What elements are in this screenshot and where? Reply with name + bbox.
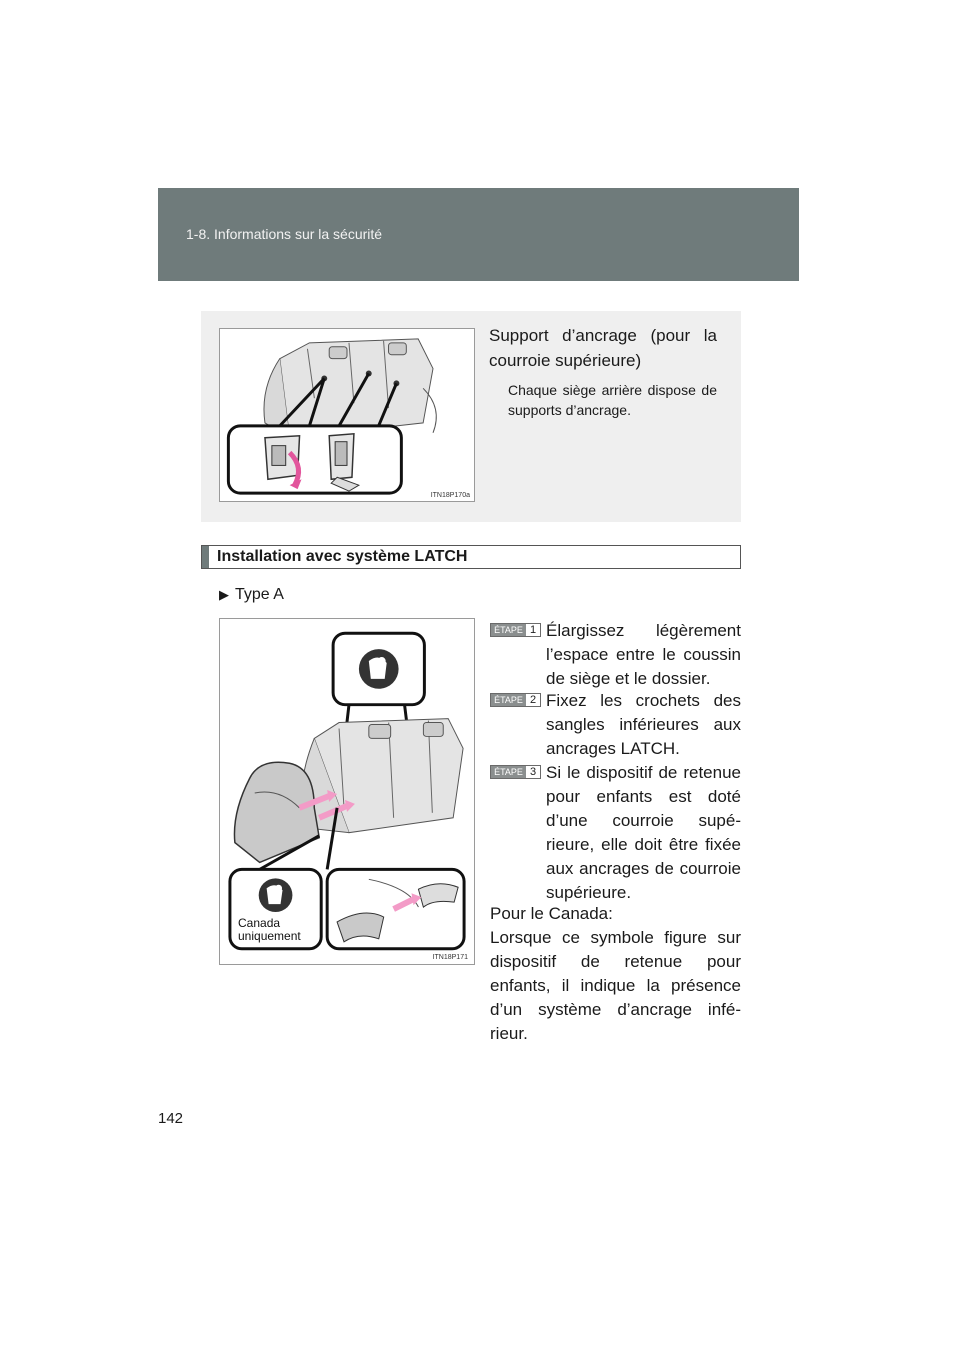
- triangle-right-icon: ▶: [219, 587, 229, 602]
- page-number: 142: [158, 1110, 184, 1127]
- caption-line-1: Canada: [238, 916, 281, 930]
- type-text: Type A: [235, 586, 284, 603]
- section-title: Installation avec système LATCH: [217, 548, 468, 565]
- anchor-bracket-illustration: [219, 328, 475, 502]
- step-badge-label: ÉTAPE: [491, 766, 526, 778]
- step-badge-number: 3: [529, 766, 537, 778]
- step-badge-label: ÉTAPE: [491, 624, 526, 636]
- section-heading-bar: [201, 545, 741, 569]
- type-label: [219, 586, 284, 604]
- caption-line-2: uniquement: [238, 929, 301, 943]
- section-breadcrumb: 1-8. Informations sur la sécurité: [186, 226, 383, 242]
- section-accent: [202, 546, 209, 568]
- canada-heading: Pour le Canada:: [490, 904, 613, 923]
- canada-note: [490, 902, 741, 1046]
- latch-installation-illustration: [219, 618, 475, 965]
- latch-installation-drawing: [220, 619, 474, 964]
- step-badge: [490, 765, 541, 779]
- figure-code: ITN18P171: [432, 954, 468, 961]
- step-text: Élargissez légèrement l’espace entre le coussin de siège et le dossier.: [546, 621, 741, 688]
- canada-text: Lorsque ce symbole figure sur dispositif de retenue pour enfants, il indique la présence d’un système d’ancrage infé-rieur.: [490, 928, 741, 1043]
- step-badge-number: 2: [529, 694, 537, 706]
- anchor-bracket-drawing: [220, 329, 474, 501]
- anchor-note: Chaque siège arrière dispose de supports d’ancrage.: [508, 382, 717, 418]
- step-badge-label: ÉTAPE: [491, 694, 526, 706]
- canada-caption: [238, 917, 301, 943]
- step-text: Si le dispositif de retenue pour enfants est doté d’une courroie supé-rieure, elle doit être fixée aux ancrages de courroie supérieure.: [546, 763, 741, 902]
- page-header: [158, 188, 799, 281]
- anchor-title: Support d’ancrage (pour la courroie supérieure): [489, 326, 717, 370]
- step-badge: [490, 623, 541, 637]
- step-badge-number: 1: [529, 624, 537, 636]
- step-badge: [490, 693, 541, 707]
- step-text: Fixez les crochets des sangles inférieures aux ancrages LATCH.: [546, 691, 741, 758]
- figure-code: ITN18P170a: [430, 492, 470, 499]
